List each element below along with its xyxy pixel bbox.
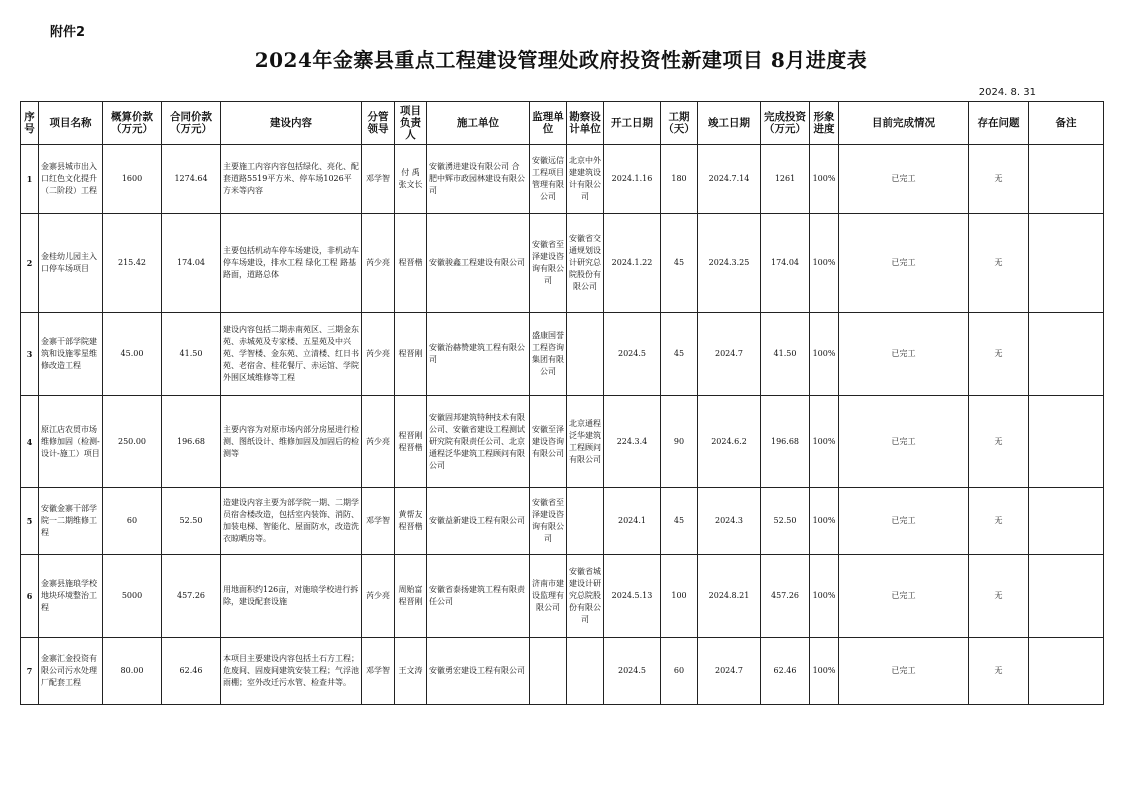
cell-status: 已完工 <box>839 313 969 396</box>
cell-surveyor: 北京通程泛华建筑工程顾问有限公司 <box>567 396 604 488</box>
cell-start: 2024.1.16 <box>604 145 661 214</box>
cell-leader: 芮少亮 <box>362 214 395 313</box>
cell-person: 付 禹 张文长 <box>395 145 427 214</box>
cell-start: 224.3.4 <box>604 396 661 488</box>
cell-builder: 安徽固邦建筑特种技术有限公司、安徽省建设工程测试研究院有限责任公司、北京通程泛华建筑工程顾问有限公司 <box>427 396 530 488</box>
cell-leader: 芮少亮 <box>362 396 395 488</box>
cell-start: 2024.5 <box>604 638 661 705</box>
cell-supervisor <box>530 638 567 705</box>
cell-invest: 196.68 <box>761 396 810 488</box>
cell-note <box>1029 313 1104 396</box>
cell-content: 主要包括机动车停车场建设，非机动车停车场建设，排水工程 绿化工程 路基路面，道路总体 <box>221 214 362 313</box>
header-builder: 施工单位 <box>427 102 530 145</box>
cell-progress: 100% <box>810 145 839 214</box>
cell-finish: 2024.7 <box>698 313 761 396</box>
cell-finish: 2024.7.14 <box>698 145 761 214</box>
cell-issue: 无 <box>969 396 1029 488</box>
cell-person: 程晋刚 程晋楷 <box>395 396 427 488</box>
cell-leader: 芮少亮 <box>362 313 395 396</box>
cell-supervisor: 安徽至泽建设咨询有限公司 <box>530 396 567 488</box>
cell-surveyor <box>567 488 604 555</box>
cell-note <box>1029 214 1104 313</box>
table-row <box>21 555 1104 638</box>
cell-progress: 100% <box>810 313 839 396</box>
cell-status: 已完工 <box>839 396 969 488</box>
cell-supervisor: 安徽省至泽建设咨询有限公司 <box>530 214 567 313</box>
cell-content: 主要施工内容内容包括绿化、亮化、配套道路5519平方米、停车场1026平方米等内容 <box>221 145 362 214</box>
cell-leader: 邓学智 <box>362 488 395 555</box>
cell-surveyor: 北京中外建建筑设计有限公司 <box>567 145 604 214</box>
cell-invest: 1261 <box>761 145 810 214</box>
cell-name: 金寨县施琅学校地块环境整治工程 <box>39 555 103 638</box>
cell-invest: 52.50 <box>761 488 810 555</box>
cell-name: 原江店农贸市场维修加固（检测-设计-施工）项目 <box>39 396 103 488</box>
cell-surveyor: 安徽省城建设计研究总院股份有限公司 <box>567 555 604 638</box>
cell-progress: 100% <box>810 214 839 313</box>
cell-status: 已完工 <box>839 145 969 214</box>
cell-contract: 457.26 <box>162 555 221 638</box>
cell-invest: 62.46 <box>761 638 810 705</box>
cell-person: 黄帮友 程晋楷 <box>395 488 427 555</box>
cell-duration: 60 <box>661 638 698 705</box>
page-title: 2024年金寨县重点工程建设管理处政府投资性新建项目 8月进度表 <box>254 48 868 72</box>
cell-issue: 无 <box>969 638 1029 705</box>
cell-status: 已完工 <box>839 638 969 705</box>
cell-builder: 安徽省泰扬建筑工程有限责任公司 <box>427 555 530 638</box>
cell-budget: 1600 <box>103 145 162 214</box>
cell-note <box>1029 555 1104 638</box>
progress-table <box>20 101 1104 705</box>
cell-duration: 100 <box>661 555 698 638</box>
cell-finish: 2024.3.25 <box>698 214 761 313</box>
header-finish: 竣工日期 <box>698 102 761 145</box>
cell-content: 用地面积约126亩，对施琅学校进行拆除，建设配套设施 <box>221 555 362 638</box>
cell-duration: 90 <box>661 396 698 488</box>
cell-status: 已完工 <box>839 214 969 313</box>
cell-name: 金寨县城市出入口红色文化提升（二阶段）工程 <box>39 145 103 214</box>
header-start: 开工日期 <box>604 102 661 145</box>
cell-supervisor: 济南市建设监理有限公司 <box>530 555 567 638</box>
cell-budget: 215.42 <box>103 214 162 313</box>
cell-start: 2024.5 <box>604 313 661 396</box>
cell-builder: 安徽勇宏建设工程有限公司 <box>427 638 530 705</box>
header-issue: 存在问题 <box>969 102 1029 145</box>
cell-progress: 100% <box>810 555 839 638</box>
header-contract: 合同价款（万元） <box>162 102 221 145</box>
cell-budget: 250.00 <box>103 396 162 488</box>
header-duration: 工期（天） <box>661 102 698 145</box>
cell-leader: 邓学智 <box>362 638 395 705</box>
cell-seq: 2 <box>21 214 39 313</box>
cell-contract: 41.50 <box>162 313 221 396</box>
cell-budget: 80.00 <box>103 638 162 705</box>
cell-content: 主要内容为对原市场内部分房屋进行检测、图纸设计、维修加固及加固后的检测等 <box>221 396 362 488</box>
cell-issue: 无 <box>969 214 1029 313</box>
cell-progress: 100% <box>810 638 839 705</box>
cell-contract: 52.50 <box>162 488 221 555</box>
cell-content: 建设内容包括二期赤南苑区、三期金东苑、赤城苑及专家楼、五星苑及中兴苑、学智楼、金东苑、立清楼、红日书苑、老宿舍、桂花餐厅、赤运馆、学院外围区域维修等工程 <box>221 313 362 396</box>
cell-issue: 无 <box>969 145 1029 214</box>
cell-note <box>1029 638 1104 705</box>
cell-surveyor <box>567 638 604 705</box>
cell-supervisor: 安徽省至泽建设咨询有限公司 <box>530 488 567 555</box>
header-leader: 分管领导 <box>362 102 395 145</box>
cell-builder: 安徽治赫赞建筑工程有限公司 <box>427 313 530 396</box>
cell-contract: 174.04 <box>162 214 221 313</box>
header-supervisor: 监理单位 <box>530 102 567 145</box>
cell-note <box>1029 396 1104 488</box>
header-person: 项目负责人 <box>395 102 427 145</box>
header-progress: 形象进度 <box>810 102 839 145</box>
cell-contract: 62.46 <box>162 638 221 705</box>
header-content: 建设内容 <box>221 102 362 145</box>
report-date: 2024. 8. 31 <box>978 87 1036 98</box>
cell-issue: 无 <box>969 313 1029 396</box>
header-surveyor: 勘察设计单位 <box>567 102 604 145</box>
cell-issue: 无 <box>969 488 1029 555</box>
cell-budget: 45.00 <box>103 313 162 396</box>
header-budget: 概算价款（万元） <box>103 102 162 145</box>
header-invest: 完成投资（万元） <box>761 102 810 145</box>
cell-content: 本项目主要建设内容包括土石方工程；危废间、固废间建筑安装工程；气浮池雨棚；室外改迁污水管、检查井等。 <box>221 638 362 705</box>
cell-invest: 174.04 <box>761 214 810 313</box>
header-status: 目前完成情况 <box>839 102 969 145</box>
cell-seq: 7 <box>21 638 39 705</box>
cell-finish: 2024.8.21 <box>698 555 761 638</box>
cell-duration: 45 <box>661 313 698 396</box>
cell-seq: 3 <box>21 313 39 396</box>
header-seq: 序号 <box>21 102 39 145</box>
cell-leader: 邓学智 <box>362 145 395 214</box>
cell-surveyor: 安徽省交通规划设计研究总院股份有限公司 <box>567 214 604 313</box>
cell-invest: 457.26 <box>761 555 810 638</box>
cell-content: 造建设内容主要为部学院一期、二期学员宿舍楼改造，包括室内装饰、消防、加装电梯、智能化、屋面防水，改造洗衣晾晒房等。 <box>221 488 362 555</box>
cell-finish: 2024.6.2 <box>698 396 761 488</box>
cell-name: 金桂幼儿园主入口停车场项目 <box>39 214 103 313</box>
cell-person: 王文涛 <box>395 638 427 705</box>
cell-seq: 4 <box>21 396 39 488</box>
cell-builder: 安徽湧进建设有限公司 合肥中辉市政园林建设有限公司 <box>427 145 530 214</box>
table-row <box>21 313 1104 396</box>
table-row <box>21 214 1104 313</box>
cell-seq: 1 <box>21 145 39 214</box>
cell-seq: 6 <box>21 555 39 638</box>
cell-person: 程晋刚 <box>395 313 427 396</box>
header-row <box>21 102 1104 145</box>
cell-person: 程晋楷 <box>395 214 427 313</box>
cell-start: 2024.1 <box>604 488 661 555</box>
cell-finish: 2024.7 <box>698 638 761 705</box>
cell-surveyor <box>567 313 604 396</box>
cell-start: 2024.5.13 <box>604 555 661 638</box>
cell-budget: 5000 <box>103 555 162 638</box>
cell-supervisor: 安徽远信工程项目管理有限公司 <box>530 145 567 214</box>
cell-builder: 安徽骏鑫工程建设有限公司 <box>427 214 530 313</box>
table-row <box>21 145 1104 214</box>
cell-status: 已完工 <box>839 488 969 555</box>
cell-contract: 196.68 <box>162 396 221 488</box>
table-row <box>21 396 1104 488</box>
cell-invest: 41.50 <box>761 313 810 396</box>
cell-finish: 2024.3 <box>698 488 761 555</box>
cell-progress: 100% <box>810 488 839 555</box>
cell-progress: 100% <box>810 396 839 488</box>
cell-seq: 5 <box>21 488 39 555</box>
header-note: 备注 <box>1029 102 1104 145</box>
cell-duration: 45 <box>661 488 698 555</box>
cell-duration: 45 <box>661 214 698 313</box>
cell-supervisor: 盛康国誉工程咨询集团有限公司 <box>530 313 567 396</box>
cell-issue: 无 <box>969 555 1029 638</box>
cell-leader: 芮少亮 <box>362 555 395 638</box>
cell-duration: 180 <box>661 145 698 214</box>
cell-note <box>1029 488 1104 555</box>
cell-name: 安徽金寨干部学院一二期维修工程 <box>39 488 103 555</box>
attachment-label: 附件2 <box>50 25 86 40</box>
table-row <box>21 488 1104 555</box>
cell-name: 金寨汇金投资有限公司污水处理厂配套工程 <box>39 638 103 705</box>
cell-person: 周贻富 程晋刚 <box>395 555 427 638</box>
table-row <box>21 638 1104 705</box>
cell-status: 已完工 <box>839 555 969 638</box>
cell-contract: 1274.64 <box>162 145 221 214</box>
cell-builder: 安徽益新建设工程有限公司 <box>427 488 530 555</box>
cell-start: 2024.1.22 <box>604 214 661 313</box>
cell-note <box>1029 145 1104 214</box>
header-name: 项目名称 <box>39 102 103 145</box>
cell-budget: 60 <box>103 488 162 555</box>
cell-name: 金寨干部学院建筑和设施零星维修改造工程 <box>39 313 103 396</box>
